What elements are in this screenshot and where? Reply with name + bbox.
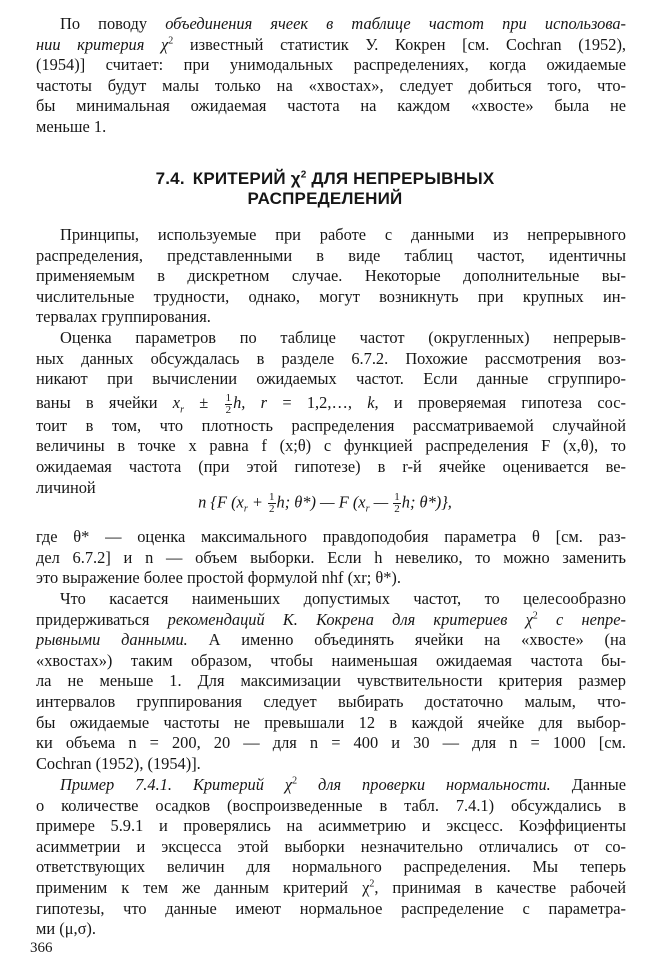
text-line: (1954)] считает: при унимодальных распределениях, когда ожидаемые [36, 55, 626, 75]
text-line: нии критерия $\chi^2$ известный статистик У. Кокрен [см. Cochran (1952), [36, 34, 626, 54]
text-line: применим к тем же данным критерий $\chi^2$, принимая в качестве рабочей [36, 877, 626, 897]
intro-paragraph [36, 14, 626, 138]
text-line: ла не меньше 1. Для максимизации чувствительности критерия размер [36, 671, 626, 691]
text-line: меньше 1. [36, 116, 107, 136]
text-line: интервалов группирования следует выбирать достаточно малым, что- [36, 691, 626, 711]
text-line: никают при вычислении ожидаемых частот. Если данные сгруппиро- [36, 369, 626, 389]
text-line: ваны в ячейки $x_r$ ± $\frac{1}{2}$ h, r = 1,2,…, k, и проверяемая гипотеза сос- [36, 391, 626, 416]
text-line: это выражение более простой формулой nhf (xr; θ*). [36, 568, 401, 588]
text-line: распределения, представленными в виде таблиц частот, идентичны [36, 245, 626, 265]
text-line: применяемым в дискретном случае. Некоторые дополнительные вы- [36, 266, 626, 286]
text-line: рывными данными. А именно объединять ячейки на «хвосте» (на [36, 630, 627, 650]
text-line: асимметрии и эксцесса этой выборки незначительно отличались от со- [36, 836, 626, 856]
expected-frequency-formula: n {F ($x_r$ + $\frac{1}{2}$ h; θ*) — F ($x_r$ — $\frac{1}{2}$ h; θ*)}, [198, 491, 452, 515]
paragraph-min-frequencies [36, 589, 626, 774]
fraction: $\frac{1}{2}$ [225, 391, 232, 416]
section-heading: 7.4. КРИТЕРИЙ $\chi^2$ ДЛЯ НЕПРЕРЫВНЫХ РАСПРЕДЕЛЕНИЙ [155, 169, 495, 208]
text-line: о количестве осадков (воспроизведенные в табл. 7.4.1) обсуждались в [36, 795, 626, 815]
text-line: частоты будут малы только на «хвостах», следует добиться того, что- [36, 75, 626, 95]
text-line: ответствующих величин для нормального распределения. Мы теперь [36, 857, 626, 877]
text-line: Что касается наименьших допустимых частот, то целесообразно [60, 589, 626, 608]
text-line: величины в точке x равна f (x;θ) с функцией распределения F (x,θ), то [36, 436, 626, 456]
fraction: $\frac{1}{2}$ [269, 491, 275, 515]
text-line: дел 6.7.2] и n — объем выборки. Если h невелико, то можно заменить [36, 547, 626, 567]
fraction: $\frac{1}{2}$ [394, 491, 400, 515]
example-title-line: Пример 7.4.1. Критерий $\chi^2$ для проверки нормальности. Данные [60, 775, 626, 794]
paragraph-where [36, 527, 626, 589]
text-line: Принципы, используемые при работе с данными из непрерывного [60, 225, 626, 244]
text-line: Cochran (1952), (1954)]. [36, 753, 201, 773]
example-paragraph [36, 775, 626, 940]
text-line: гипотезы, что данные имеют нормальное распределение с параметра- [36, 898, 626, 918]
text-line: личиной [36, 477, 96, 497]
page-number: 366 [30, 940, 53, 956]
paragraph-principles [36, 225, 626, 328]
text-line: примере 5.9.1 и проверялись на асимметрию и эксцесс. Коэффициенты [36, 816, 626, 836]
text-line: тоит в том, что плотность распределения рассматриваемой случайной [36, 415, 626, 435]
text-line: ожидаемая частота (при этой гипотезе) в r-й ячейке оценивается ве- [36, 456, 626, 476]
paragraph-estimation [36, 328, 626, 498]
text-line: бы ожидаемые частоты не превышали 12 в каждой ячейке для выбор- [36, 712, 626, 732]
text-line: бы минимальная ожидаемая частота на каждом «хвосте» была не [36, 96, 626, 116]
text-line: где θ* — оценка максимального правдоподобия параметра θ [см. раз- [36, 527, 626, 546]
text-line: тервалах группирования. [36, 307, 211, 327]
text-line: ных данных обсуждалась в разделе 6.7.2. Похожие рассмотрения воз- [36, 348, 626, 368]
text-line: ки объема n = 200, 20 — для n = 400 и 30 — для n = 1000 [см. [36, 733, 626, 753]
text-line: По поводу объединения ячеек в таблице частот при использова- [60, 14, 626, 33]
text-line: числительные трудности, однако, могут возникнуть при крупных ин- [36, 286, 626, 306]
text-line: «хвостах») таким образом, чтобы наименьшая ожидаемая частота бы- [36, 650, 626, 670]
text-line: ми (μ,σ). [36, 919, 96, 939]
text-line: Оценка параметров по таблице частот (округленных) непрерыв- [60, 328, 626, 347]
text-line: придерживаться рекомендаций К. Кокрена для критериев $\chi^2$ с непре- [36, 609, 626, 629]
